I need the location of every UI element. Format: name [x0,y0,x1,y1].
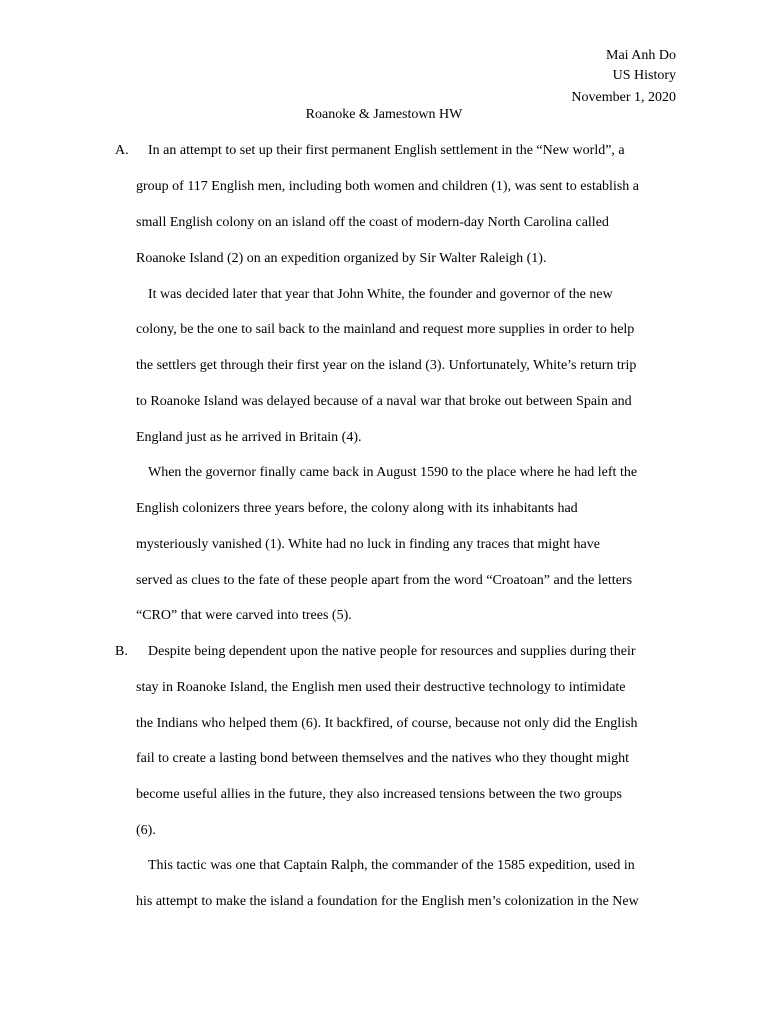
paragraph-line: Roanoke Island (2) on an expedition organized by Sir Walter Raleigh (1). [136,251,547,266]
section-marker-b: B. [115,644,128,659]
paragraph-line: served as clues to the fate of these people apart from the word “Croatoan” and the letters [136,573,633,588]
section-marker-a: A. [115,143,129,158]
paragraph-line: England just as he arrived in Britain (4). [136,430,362,445]
paragraph-line: become useful allies in the future, they also increased tensions between the two groups [136,787,622,802]
document-title: Roanoke & Jamestown HW [305,107,463,122]
paragraph-line: small English colony on an island off the coast of modern-day North Carolina called [136,215,609,230]
paragraph-line: This tactic was one that Captain Ralph, the commander of the 1585 expedition, used in [148,858,635,873]
paragraph-line: fail to create a lasting bond between themselves and the natives who they thought might [136,751,629,766]
paragraph-line: Despite being dependent upon the native people for resources and supplies during their [148,644,636,659]
paragraph-line: When the governor finally came back in August 1590 to the place where he had left the [148,465,638,480]
paragraph-line: the Indians who helped them (6). It backfired, of course, because not only did the English [136,716,638,731]
course-name: US History [612,68,676,83]
paragraph-line: colony, be the one to sail back to the mainland and request more supplies in order to help [136,322,635,337]
paragraph-line: group of 117 English men, including both women and children (1), was sent to establish a [136,179,640,194]
author-name: Mai Anh Do [606,48,676,63]
document-date: November 1, 2020 [571,90,676,105]
paragraph-line: English colonizers three years before, the colony along with its inhabitants had [136,501,578,516]
paragraph-line: his attempt to make the island a foundation for the English men’s colonization in the New [136,894,639,909]
paragraph-line: stay in Roanoke Island, the English men used their destructive technology to intimidate [136,680,626,695]
paragraph-line: In an attempt to set up their first permanent English settlement in the “New world”, a [148,143,625,158]
paragraph-line: the settlers get through their first year on the island (3). Unfortunately, White’s return trip [136,358,637,373]
paragraph-line: (6). [136,823,156,838]
paragraph-line: to Roanoke Island was delayed because of a naval war that broke out between Spain and [136,394,632,409]
paragraph-line: It was decided later that year that John White, the founder and governor of the new [148,287,613,302]
paragraph-line: mysteriously vanished (1). White had no luck in finding any traces that might have [136,537,600,552]
paragraph-line: “CRO” that were carved into trees (5). [136,608,352,623]
